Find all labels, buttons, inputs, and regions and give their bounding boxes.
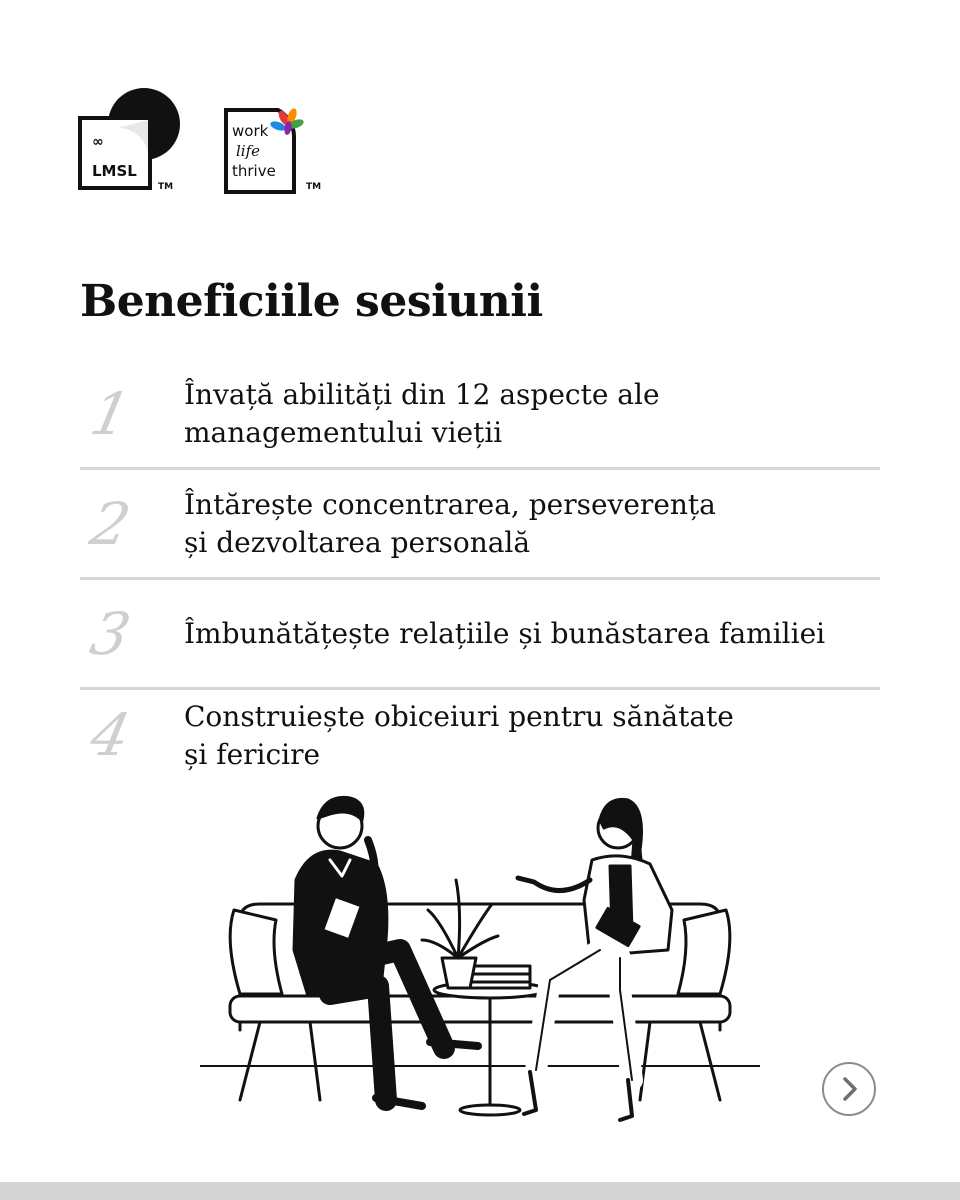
work-life-thrive-logo xyxy=(224,106,324,194)
benefits-list xyxy=(80,360,880,780)
wlt-word-thrive: thrive xyxy=(232,162,276,180)
benefit-number: 4 xyxy=(84,701,137,769)
lmsl-trademark: TM xyxy=(158,182,174,192)
benefit-text xyxy=(184,486,880,562)
benefit-text xyxy=(184,376,880,452)
benefit-text xyxy=(184,615,880,653)
benefit-item xyxy=(80,690,880,780)
next-button[interactable] xyxy=(822,1062,876,1116)
benefit-text-line: Îmbunătățește relațiile și bunăstarea familiei xyxy=(184,616,826,650)
benefit-text-line: Întărește concentrarea, perseverența xyxy=(184,487,716,521)
wlt-word-life: life xyxy=(236,142,261,160)
wlt-word-work: work xyxy=(232,122,269,140)
page-title: Beneficiile sesiunii xyxy=(80,276,543,327)
benefit-text-line: managementului vieții xyxy=(184,415,503,449)
bottom-bar xyxy=(0,1182,960,1200)
benefit-number: 3 xyxy=(84,599,137,668)
chevron-right-icon xyxy=(824,1064,874,1114)
conversation-illustration xyxy=(200,780,760,1170)
lmsl-logo-text: LMSL xyxy=(92,162,137,180)
benefit-item xyxy=(80,360,880,470)
lmsl-logo xyxy=(78,86,188,194)
benefit-text-line: și fericire xyxy=(184,738,321,771)
logo-group xyxy=(78,86,358,196)
benefit-text-line: Învață abilități din 12 aspecte ale xyxy=(184,377,660,411)
wlt-trademark: TM xyxy=(306,182,322,192)
benefit-text-line: Construiește obiceiuri pentru sănătate xyxy=(184,700,734,733)
benefit-number: 1 xyxy=(84,379,137,448)
benefit-number: 2 xyxy=(84,489,137,558)
benefit-item xyxy=(80,580,880,690)
infinity-icon: ∞ xyxy=(92,134,104,150)
benefit-text xyxy=(184,698,880,774)
benefit-item xyxy=(80,470,880,580)
benefit-text-line: și dezvoltarea personală xyxy=(184,525,531,559)
